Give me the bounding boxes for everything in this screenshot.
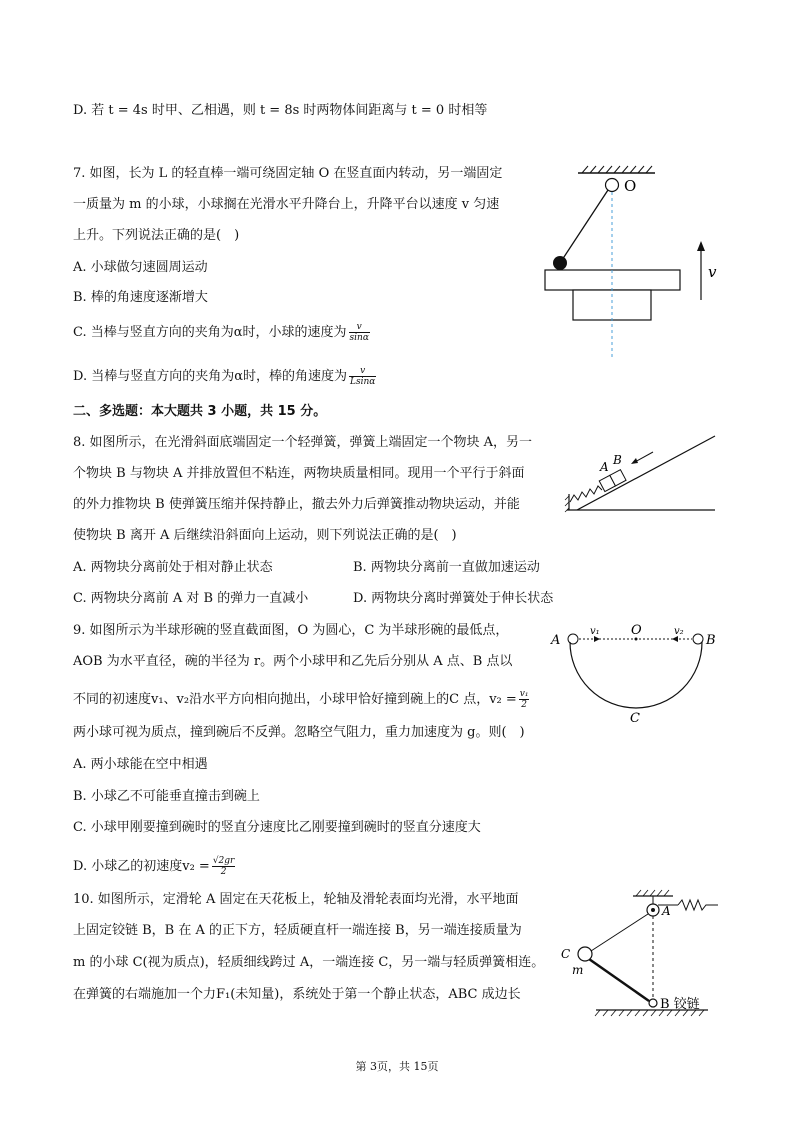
fraction-denominator: 2 [521,700,527,710]
q8-figure [565,432,725,517]
q9-fig-label-a: A [551,633,561,648]
q7-option-b: B. 棒的角速度逐渐增大 [73,290,208,305]
q9-v2-fraction [519,689,530,710]
section-heading-multiple-choice: 二、多选题：本大题共 3 小题，共 15 分。 [73,404,327,419]
pivot-o-icon [606,179,619,192]
q10-figure [558,888,728,1018]
q8-stem-line3: 的外力推物块 B 使弹簧压缩并保持静止，撤去外力后弹簧推动物块运动，并能 [73,497,520,512]
hinge-b-icon [649,999,657,1007]
q9-option-c: C. 小球甲刚要撞到碗时的竖直分速度比乙刚要撞到碗时的竖直分速度大 [73,820,481,835]
q10-stem-line3: m 的小球 C(视为质点)，轻质细线跨过 A，一端连接 C，另一端与轻质弹簧相连。 [73,955,545,970]
q7-stem-line3: 上升。下列说法正确的是( ) [73,228,240,243]
q8-option-a: A. 两物块分离前处于相对静止状态 [73,560,273,575]
q9-option-d-text: D. 小球乙的初速度v₂ = [73,859,210,874]
q7-option-c [73,322,372,343]
q7-option-a: A. 小球做匀速圆周运动 [73,260,208,275]
q8-option-b: B. 两物块分离前一直做加速运动 [353,560,540,575]
q7-stem-line1: 7. 如图，长为 L 的轻直棒一端可绕固定轴 O 在竖直面内转动，另一端固定 [73,166,503,181]
q8-fig-label-b: B [613,453,622,467]
q9-fig-label-c: C [630,711,640,726]
rigid-rod [589,959,649,1001]
q7-fig-label-v: v [708,263,717,281]
page-footer: 第 3页，共 15页 [355,1060,439,1073]
spring-icon [678,900,718,910]
q9-fig-label-b: B [706,633,716,648]
q8-stem-line2: 个物块 B 与物块 A 并排放置但不粘连，两物块质量相同。现用一个平行于斜面 [73,466,525,481]
q9-option-d-fraction [212,856,236,877]
q10-stem-line2: 上固定铰链 B，B 在 A 的正下方，轻质硬直杆一端连接 B，另一端连接质量为 [73,923,522,938]
q9-stem-line2: AOB 为水平直径，碗的半径为 r。两个小球甲和乙先后分别从 A 点、B 点以 [73,654,513,669]
q7-option-c-text: C. 当棒与竖直方向的夹角为α时，小球的速度为 [73,325,347,340]
q9-fig-label-v2: v₂ [674,626,684,637]
fraction-denominator: 2 [220,867,227,877]
q7-fig-label-o: O [624,177,637,195]
ball-icon [553,256,567,270]
q9-fig-label-o: O [631,623,642,638]
q10-fig-label-c: C [561,947,571,961]
q10-fig-label-a: A [662,904,671,918]
q10-stem-line4: 在弹簧的右端施加一个力F₁(未知量)，系统处于第一个静止状态，ABC 成边长 [73,987,521,1002]
q10-fig-label-b: B 铰链 [660,997,700,1012]
q10-stem-line1: 10. 如图所示，定滑轮 A 固定在天花板上，轮轴及滑轮表面均光滑，水平地面 [73,892,519,907]
fraction-numerator: √2gr [212,856,235,866]
q7-option-d-fraction [349,366,376,387]
fraction-numerator: v [349,366,376,377]
q9-stem-line3-text: 不同的初速度v₁、v₂沿水平方向相向抛出，小球甲恰好撞到碗上的C 点，v₂ = [73,692,517,707]
q9-stem-line1: 9. 如图所示为半球形碗的竖直截面图，O 为圆心，C 为半球形碗的最低点， [73,623,509,638]
q9-option-a: A. 两小球能在空中相遇 [73,757,208,772]
q8-option-d: D. 两物块分离时弹簧处于伸长状态 [353,591,554,606]
fraction-denominator: sinα [349,333,369,343]
q10-fig-label-m: m [572,963,584,977]
q7-figure [540,165,730,360]
q9-option-b: B. 小球乙不可能垂直撞击到碗上 [73,789,260,804]
q9-fig-label-v1: v₁ [590,626,600,637]
q9-stem-line3 [73,689,531,710]
q9-option-d [73,856,237,877]
rod-icon [562,190,608,260]
fraction-numerator: v₁ [519,689,529,699]
q8-option-c: C. 两物块分离前 A 对 B 的弹力一直减小 [73,591,309,606]
q8-stem-line1: 8. 如图所示，在光滑斜面底端固定一个轻弹簧，弹簧上端固定一个物块 A，另一 [73,435,533,450]
q7-option-c-fraction [349,322,370,343]
bowl-arc [570,642,702,708]
ball-c-icon [578,947,592,961]
q6-option-d: D. 若 t = 4s 时甲、乙相遇，则 t = 8s 时两物体间距离与 t = 0 时相等 [73,103,488,118]
fraction-denominator: Lsinα [350,377,376,387]
q7-option-d-text: D. 当棒与竖直方向的夹角为α时，棒的角速度为 [73,369,348,384]
fraction-numerator: v [349,322,370,333]
q9-figure [548,622,723,727]
q8-fig-label-a: A [600,460,609,474]
q7-option-d [73,366,378,387]
string-line [591,914,648,951]
q9-stem-line4: 两小球可视为质点，撞到碗后不反弹。忽略空气阻力，重力加速度为 g。则( ) [73,725,525,740]
incline-surface [577,436,715,510]
q7-stem-line2: 一质量为 m 的小球，小球搁在光滑水平升降台上，升降平台以速度 v 匀速 [73,197,500,212]
q8-stem-line4: 使物块 B 离开 A 后继续沿斜面向上运动，则下列说法正确的是( ) [73,528,457,543]
